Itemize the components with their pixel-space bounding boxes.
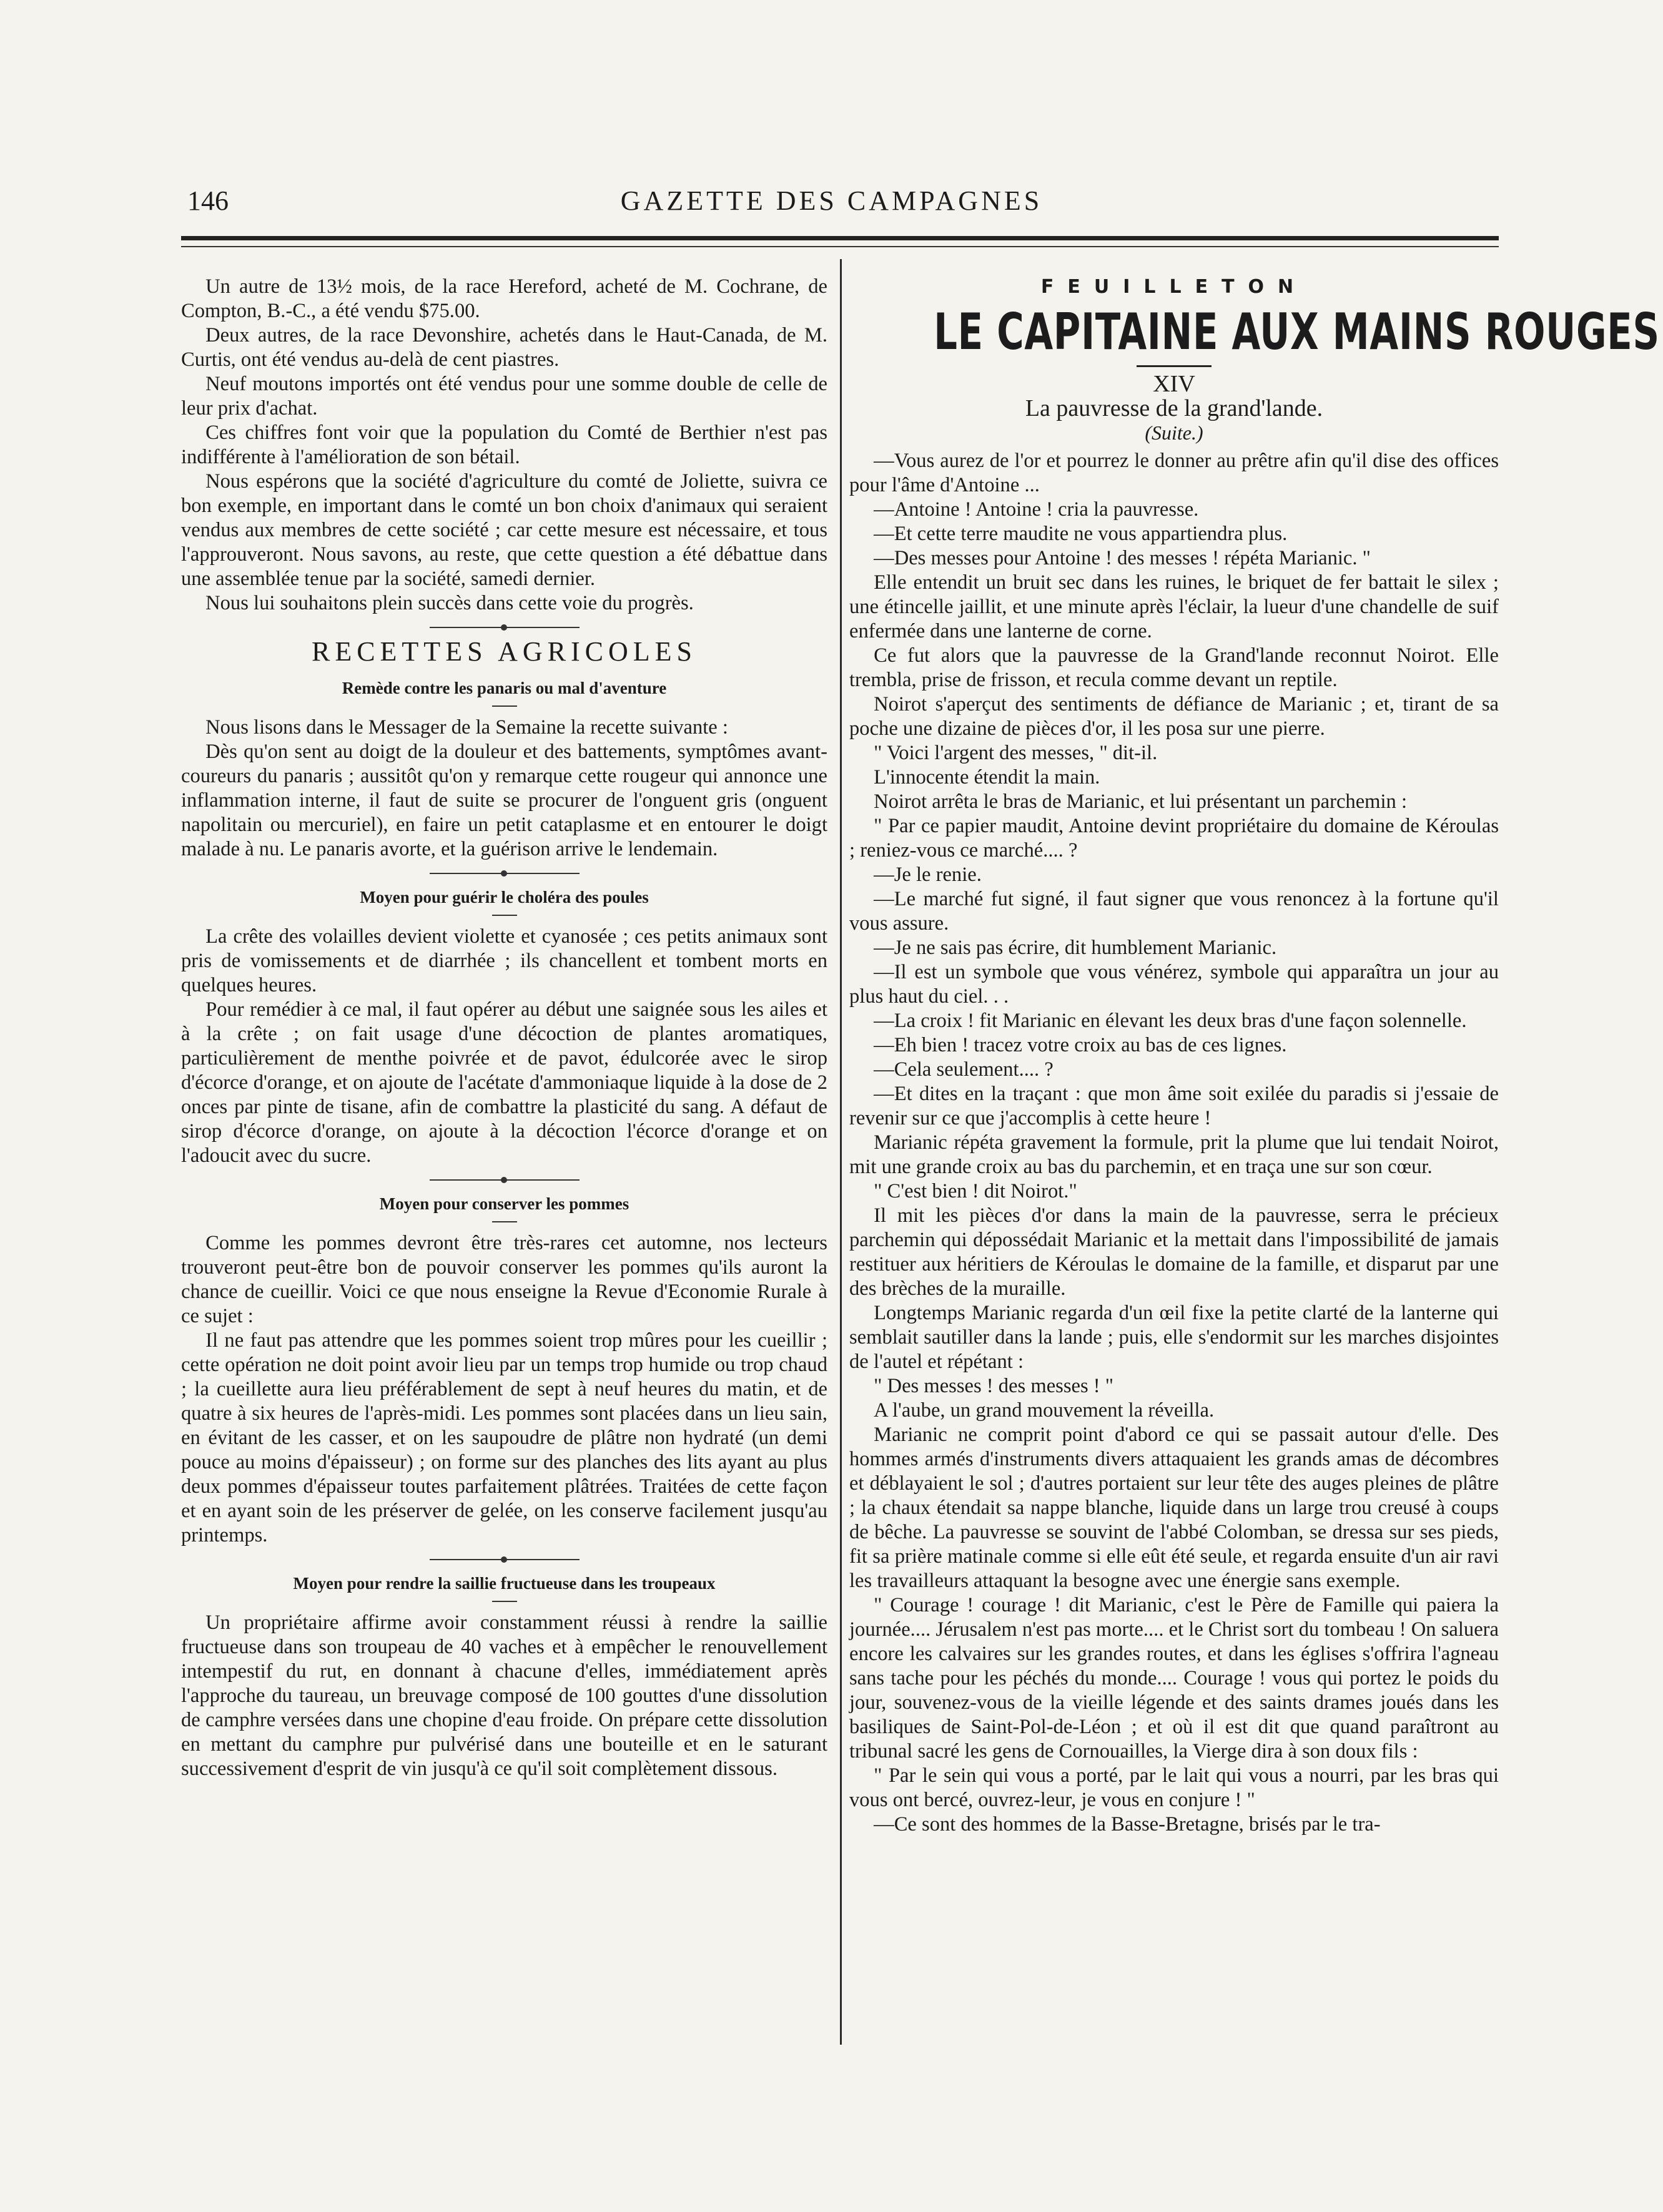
- serial-paragraph: —Et dites en la traçant : que mon âme soit exilée du paradis si j'essaie de revenir sur ce que j'accomplis à cette heure !: [849, 1083, 1499, 1129]
- serial-paragraph: L'innocente étendit la main.: [874, 766, 1100, 789]
- title-dash: [492, 705, 517, 707]
- intro-paragraph: Un autre de 13½ mois, de la race Hereford, acheté de M. Cochrane, de Compton, B.-C., a été vendu $75.00.: [181, 275, 827, 322]
- title-dash: [492, 1601, 517, 1602]
- recipe-title: Moyen pour guérir le choléra des poules: [360, 888, 649, 907]
- recipe-paragraph: Comme les pommes devront être très-rares cet automne, nos lecteurs trouveront peut-être bon de pouvoir conserver les pommes qu'ils auront la chance de cueillir. Voici ce que nous enseigne la Revue d'Economie Rurale à ce sujet :: [181, 1232, 827, 1327]
- intro-paragraph: Deux autres, de la race Devonshire, achetés dans le Haut-Canada, de M. Curtis, ont été vendus au-delà de cent piastres.: [181, 324, 827, 371]
- serial-paragraph: " Voici l'argent des messes, " dit-il.: [874, 742, 1158, 764]
- feuilleton-heading: FEUILLETON: [1040, 276, 1308, 298]
- ornament-separator: [430, 873, 580, 874]
- recipe-title: Remède contre les panaris ou mal d'aventure: [342, 679, 667, 697]
- serial-paragraph: —Des messes pour Antoine ! des messes ! répéta Marianic. ": [874, 547, 1371, 569]
- serial-paragraph: —Je le renie.: [874, 863, 982, 886]
- serial-paragraph: —La croix ! fit Marianic en élevant les deux bras d'une façon solennelle.: [874, 1010, 1467, 1032]
- header-rule-thick: [181, 236, 1499, 240]
- serial-paragraph: Ce fut alors que la pauvresse de la Grand'lande reconnut Noirot. Elle trembla, prise de frisson, et recula comme devant un reptile.: [849, 644, 1499, 691]
- serial-paragraph: —Eh bien ! tracez votre croix au bas de ces lignes.: [874, 1034, 1287, 1056]
- section-title: RECETTES AGRICOLES: [311, 636, 698, 667]
- title-dash: [492, 1221, 517, 1222]
- serial-paragraph: A l'aube, un grand mouvement la réveilla.: [874, 1399, 1215, 1422]
- intro-paragraph: Neuf moutons importés ont été vendus pour une somme double de celle de leur prix d'achat.: [181, 373, 827, 420]
- chapter-title: La pauvresse de la grand'lande.: [1025, 395, 1323, 421]
- intro-paragraph: Ces chiffres font voir que la population du Comté de Berthier n'est pas indifférente à l'amélioration de son bétail.: [181, 421, 827, 468]
- chapter-number: XIV: [1153, 371, 1195, 397]
- column-separator: [840, 259, 842, 2045]
- serial-body: [849, 449, 1499, 1837]
- serial-paragraph: " Par ce papier maudit, Antoine devint propriétaire du domaine de Kéroulas ; reniez-vous ce marché.... ?: [849, 815, 1499, 862]
- page-number: 146: [187, 185, 229, 216]
- serial-paragraph: —Cela seulement.... ?: [874, 1058, 1054, 1081]
- ornament-separator: [430, 1559, 580, 1560]
- serial-paragraph: " C'est bien ! dit Noirot.": [874, 1180, 1077, 1202]
- serial-paragraph: Marianic ne comprit point d'abord ce qui se passait autour d'elle. Des hommes armés d'instruments divers attaquaient les grands amas de décombres et déblayaient le sol ; d'autres portaient sur leur tête des auges pleines de plâtre ; la chaux étendait sa nappe blanche, liquide dans un large trou creusé à coups de bêche. La pauvresse se souvint de l'abbé Colomban, se dressa sur ses pieds, fit sa prière matinale comme si elle eût été seule, et regarda ensuite d'un air ravi les travailleurs attaquant la besogne avec une énergie sans exemple.: [849, 1423, 1499, 1592]
- title-rule: [1137, 365, 1211, 367]
- right-column: [849, 275, 1660, 1837]
- recipe-title: Moyen pour conserver les pommes: [379, 1194, 629, 1213]
- recipe-title: Moyen pour rendre la saillie fructueuse dans les troupeaux: [293, 1574, 716, 1593]
- serial-paragraph: Marianic répéta gravement la formule, prit la plume que lui tendait Noirot, mit une grande croix au bas du parchemin, et en traça une sur son cœur.: [849, 1131, 1499, 1178]
- serial-paragraph: —Vous aurez de l'or et pourrez le donner au prêtre afin qu'il dise des offices pour l'âme d'Antoine ...: [849, 450, 1499, 496]
- recipe-paragraph: Nous lisons dans le Messager de la Semaine la recette suivante :: [205, 716, 728, 739]
- serial-paragraph: Longtemps Marianic regarda d'un œil fixe la petite clarté de la lanterne qui semblait sautiller dans la lande ; puis, elle s'endormit sur les marches disjointes de l'autel et répétant :: [849, 1302, 1499, 1373]
- header-rule-thin: [181, 246, 1499, 247]
- recipe-paragraph: Dès qu'on sent au doigt de la douleur et des battements, symptômes avant-coureurs du panaris ; aussitôt qu'on y remarque cette rougeur qui annonce une inflammation interne, il faut de suite se procurer de l'onguent gris (onguent napolitain ou mercuriel), en faire un petit cataplasme et en entourer le doigt malade à nu. Le panaris avorte, et la guérison arrive le lendemain.: [181, 740, 827, 860]
- suite-label: (Suite.): [1145, 421, 1203, 444]
- left-column: [181, 275, 827, 1781]
- serial-paragraph: —Le marché fut signé, il faut signer que vous renoncez à la fortune qu'il vous assure.: [849, 888, 1499, 935]
- serial-paragraph: Noirot s'aperçut des sentiments de défiance de Marianic ; et, tirant de sa poche une dizaine de pièces d'or, il les posa sur une pierre.: [849, 693, 1499, 740]
- recipe-paragraph: Un propriétaire affirme avoir constamment réussi à rendre la saillie fructueuse dans son troupeau de 40 vaches et à empêcher le renouvellement intempestif du rut, en donnant à chacune d'elles, immédiatement après l'approche du taureau, un breuvage composé de 100 gouttes d'une dissolution de camphre versées dans une chopine d'eau froide. On prépare cette dissolution en mettant du camphre pur pulvérisé dans une bouteille et en le saturant successivement d'esprit de vin jusqu'à ce qu'il soit complètement dissous.: [181, 1611, 827, 1780]
- serial-paragraph: —Ce sont des hommes de la Basse-Bretagne, brisés par le tra-: [874, 1813, 1381, 1836]
- ornament-separator: [430, 1179, 580, 1181]
- recipe-paragraph: Il ne faut pas attendre que les pommes soient trop mûres pour les cueillir ; cette opération ne doit point avoir lieu par un temps trop humide ou trop chaud ; la cueillette aura lieu préférablement de sept à neuf heures du matin, et de quatre à six heures de l'après-midi. Les pommes sont placées dans un lieu sain, en évitant de les casser, et on les saupoudre de plâtre non hydraté (un demi pouce au moins d'épaisseur) ; on forme sur des planches des lits ayant au plus deux pommes d'épaisseur toutes parfaitement plâtrées. Traitées de cette façon et en ayant soin de les préserver de gelée, on les conserve facilement jusqu'au printemps.: [181, 1329, 827, 1546]
- running-title: GAZETTE DES CAMPAGNES: [620, 185, 1043, 216]
- serial-paragraph: Il mit les pièces d'or dans la main de la pauvresse, serra le précieux parchemin qui dépossédait Marianic et la mettait dans l'impossibilité de jamais restituer aux héritiers de Kéroulas le domaine de la famille, et disparut par une des brèches de la muraille.: [849, 1204, 1499, 1300]
- ornament-separator: [430, 627, 580, 628]
- serial-title: LE CAPITAINE AUX MAINS ROUGES: [934, 303, 1660, 361]
- serial-paragraph: —Et cette terre maudite ne vous appartiendra plus.: [874, 523, 1288, 545]
- intro-paragraph: Nous lui souhaitons plein succès dans cette voie du progrès.: [205, 592, 694, 614]
- serial-paragraph: —Il est un symbole que vous vénérez, symbole qui apparaîtra un jour au plus haut du ciel. . .: [849, 961, 1499, 1008]
- serial-paragraph: —Antoine ! Antoine ! cria la pauvresse.: [874, 498, 1199, 521]
- serial-paragraph: Noirot arrêta le bras de Marianic, et lui présentant un parchemin :: [874, 790, 1408, 813]
- serial-paragraph: " Par le sein qui vous a porté, par le lait qui vous a nourri, par les bras qui vous ont bercé, ouvrez-leur, je vous en conjure ! ": [849, 1764, 1499, 1811]
- serial-paragraph: " Des messes ! des messes ! ": [874, 1375, 1114, 1397]
- recipe-paragraph: Pour remédier à ce mal, il faut opérer au début une saignée sous les ailes et à la crête ; on fait usage d'une décoction de plantes aromatiques, particulièrement de menthe poivrée et de pavot, édulcorée avec le sirop d'écorce d'orange, et on ajoute de l'acétate d'ammoniaque liquide à la dose de 2 onces par pinte de tisane, afin de combattre la plasticité du sang. A défaut de sirop d'écorce d'orange, on ajoute à la décoction l'écorce d'orange et on l'adoucit avec du sucre.: [181, 998, 827, 1167]
- title-dash: [492, 915, 517, 916]
- intro-paragraph: Nous espérons que la société d'agriculture du comté de Joliette, suivra ce bon exemple, en important dans le comté un bon choix d'animaux qui seraient vendus aux membres de cette société ; car cette mesure est nécessaire, et tous l'approuveront. Nous savons, au reste, que cette question a été débattue dans une assemblée tenue par la société, samedi dernier.: [181, 470, 827, 590]
- serial-paragraph: —Je ne sais pas écrire, dit humblement Marianic.: [874, 936, 1277, 959]
- recipe-paragraph: La crête des volailles devient violette et cyanosée ; ces petits animaux sont pris de vomissements et de diarrhée ; ils chancellent et tombent morts en quelques heures.: [181, 925, 827, 996]
- serial-paragraph: " Courage ! courage ! dit Marianic, c'est le Père de Famille qui paiera la journée.... Jérusalem n'est pas morte.... et le Christ sort du tombeau ! On saluera encore les calvaires sur les grandes routes, et dans les églises s'offrira l'agneau sans tache pour les péchés du monde.... Courage ! vous qui portez le poids du jour, souvenez-vous de la vieille légende et des saints drames joués dans les basiliques de Saint-Pol-de-Léon ; et où il est dit que quand paraîtront au tribunal sacré les gens de Cornouailles, la Vierge dira à son doux fils :: [849, 1594, 1499, 1762]
- serial-paragraph: Elle entendit un bruit sec dans les ruines, le briquet de fer battait le silex ; une étincelle jaillit, et une minute après l'éclair, la lueur d'une chandelle de suif enfermée dans une lanterne de corne.: [849, 571, 1499, 642]
